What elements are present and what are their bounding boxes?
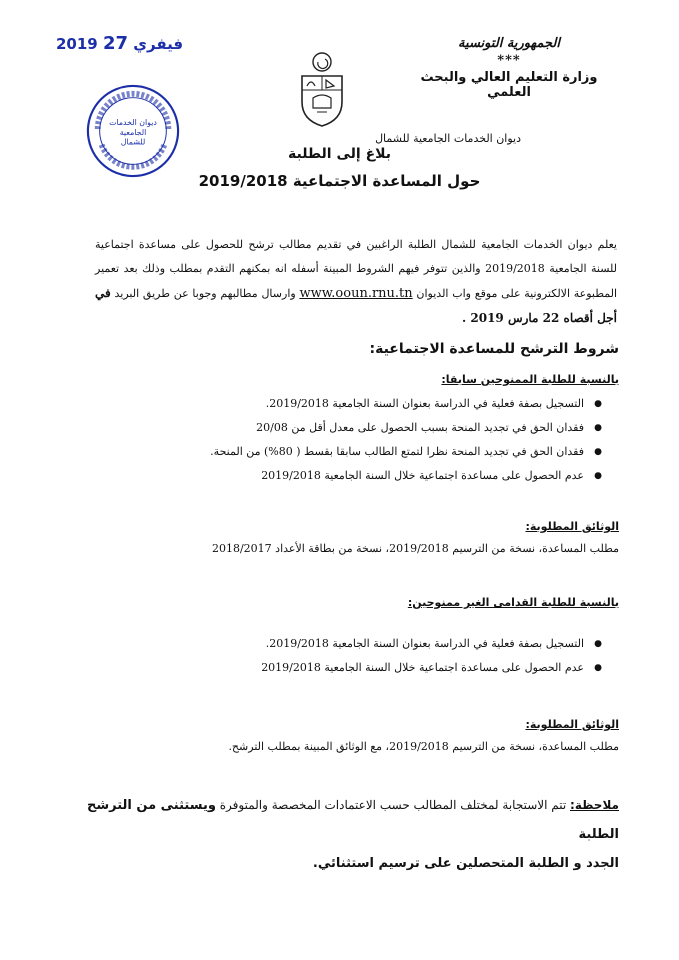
old-non-grantees-list — [102, 632, 602, 680]
notice-title: بلاغ إلى الطلبة — [287, 146, 392, 162]
stamp-date-year: 2019 — [56, 35, 98, 53]
note-bold-1: ويستثنى من الترشح الطلبة — [86, 798, 619, 842]
letterhead — [399, 36, 619, 100]
ministry-name: وزارة التعليم العالي والبحث العلمي — [420, 70, 598, 100]
intro-text: يعلم ديوان الخدمات الجامعية للشمال الطلبة الراغبين في تقديم مطالب ترشح للحصول على مساعدة اجتماعية للسنة الجامعية 2019/2018 والذين تتوفر فيهم الشروط المبينة أسفله انه بمكنهم التقدم بمطلب وذلك بعد تعمير المطبوعة الالكترونية على موقع واب الديوان — [95, 238, 618, 300]
required-docs-heading-2: الوثائق المطلوبة: — [525, 718, 619, 731]
office-seal-stamp — [84, 82, 182, 180]
note-bold-2: الجدد و الطلبة المتحصلين على ترسيم استثنائي. — [312, 856, 619, 871]
previous-grantees-heading: بالنسبة للطلبة الممنوحين سابقا: — [441, 373, 619, 386]
stamp-date-day: 27 — [102, 33, 129, 54]
deadline-text: في أجل أقصاه 22 مارس 2019 . — [95, 286, 617, 325]
list-item: ● فقدان الحق في تجديد المنحة نظرا لتمتع الطالب سابقا بقسط ( 80%) من المنحة. — [102, 440, 602, 464]
stamp-date-month: فيفري — [133, 35, 184, 53]
note-label: ملاحظة: — [570, 798, 619, 812]
previous-grantees-section — [441, 373, 619, 386]
list-item: ● عدم الحصول على مساعدة اجتماعية خلال السنة الجامعية 2019/2018 — [102, 656, 602, 680]
list-item: ● عدم الحصول على مساعدة اجتماعية خلال السنة الجامعية 2019/2018 — [102, 464, 602, 488]
website-link[interactable]: www.ooun.rnu.tn — [299, 286, 413, 301]
header-stars: *** — [497, 53, 521, 68]
svg-text:الجامعية: الجامعية — [119, 127, 147, 137]
intro-text-2: وارسال مطالبهم وجوبا عن طريق البريد — [114, 287, 296, 300]
svg-text:ديوان الخدمات: ديوان الخدمات — [109, 118, 157, 128]
intro-paragraph — [95, 233, 617, 331]
list-item: ● فقدان الحق في تجديد المنحة بسبب الحصول على معدل أقل من 20/08 — [102, 416, 602, 440]
tunisia-coat-of-arms-icon — [293, 50, 351, 128]
required-docs-heading: الوثائق المطلوبة: — [525, 520, 619, 533]
previous-grantees-list — [102, 392, 602, 488]
old-non-grantees-heading: بالنسبة للطلبة القدامى الغير ممنوحين: — [407, 596, 619, 609]
note-block — [59, 791, 619, 878]
office-name: ديوان الخدمات الجامعية للشمال — [375, 132, 521, 145]
required-docs-text-2: مطلب المساعدة، نسخة من الترسيم 2019/2018، مع الوثائق المبينة بمطلب الترشح. — [228, 740, 619, 753]
svg-text:للشمال: للشمال — [120, 137, 146, 147]
republic-name: الجمهورية التونسية — [458, 36, 560, 51]
list-item: ● التسجيل بصفة فعلية في الدراسة بعنوان السنة الجامعية 2019/2018. — [102, 632, 602, 656]
required-docs-text: مطلب المساعدة، نسخة من الترسيم 2019/2018، نسخة من بطاقة الأعداد 2018/2017 — [211, 542, 619, 555]
note-text: تتم الاستجابة لمختلف المطالب حسب الاعتمادات المخصصة والمتوفرة — [219, 798, 567, 812]
conditions-title: شروط الترشح للمساعدة الاجتماعية: — [369, 341, 619, 357]
stamp-date — [56, 33, 183, 54]
list-item: ● التسجيل بصفة فعلية في الدراسة بعنوان السنة الجامعية 2019/2018. — [102, 392, 602, 416]
notice-subtitle: حول المساعدة الاجتماعية 2019/2018 — [198, 172, 481, 190]
